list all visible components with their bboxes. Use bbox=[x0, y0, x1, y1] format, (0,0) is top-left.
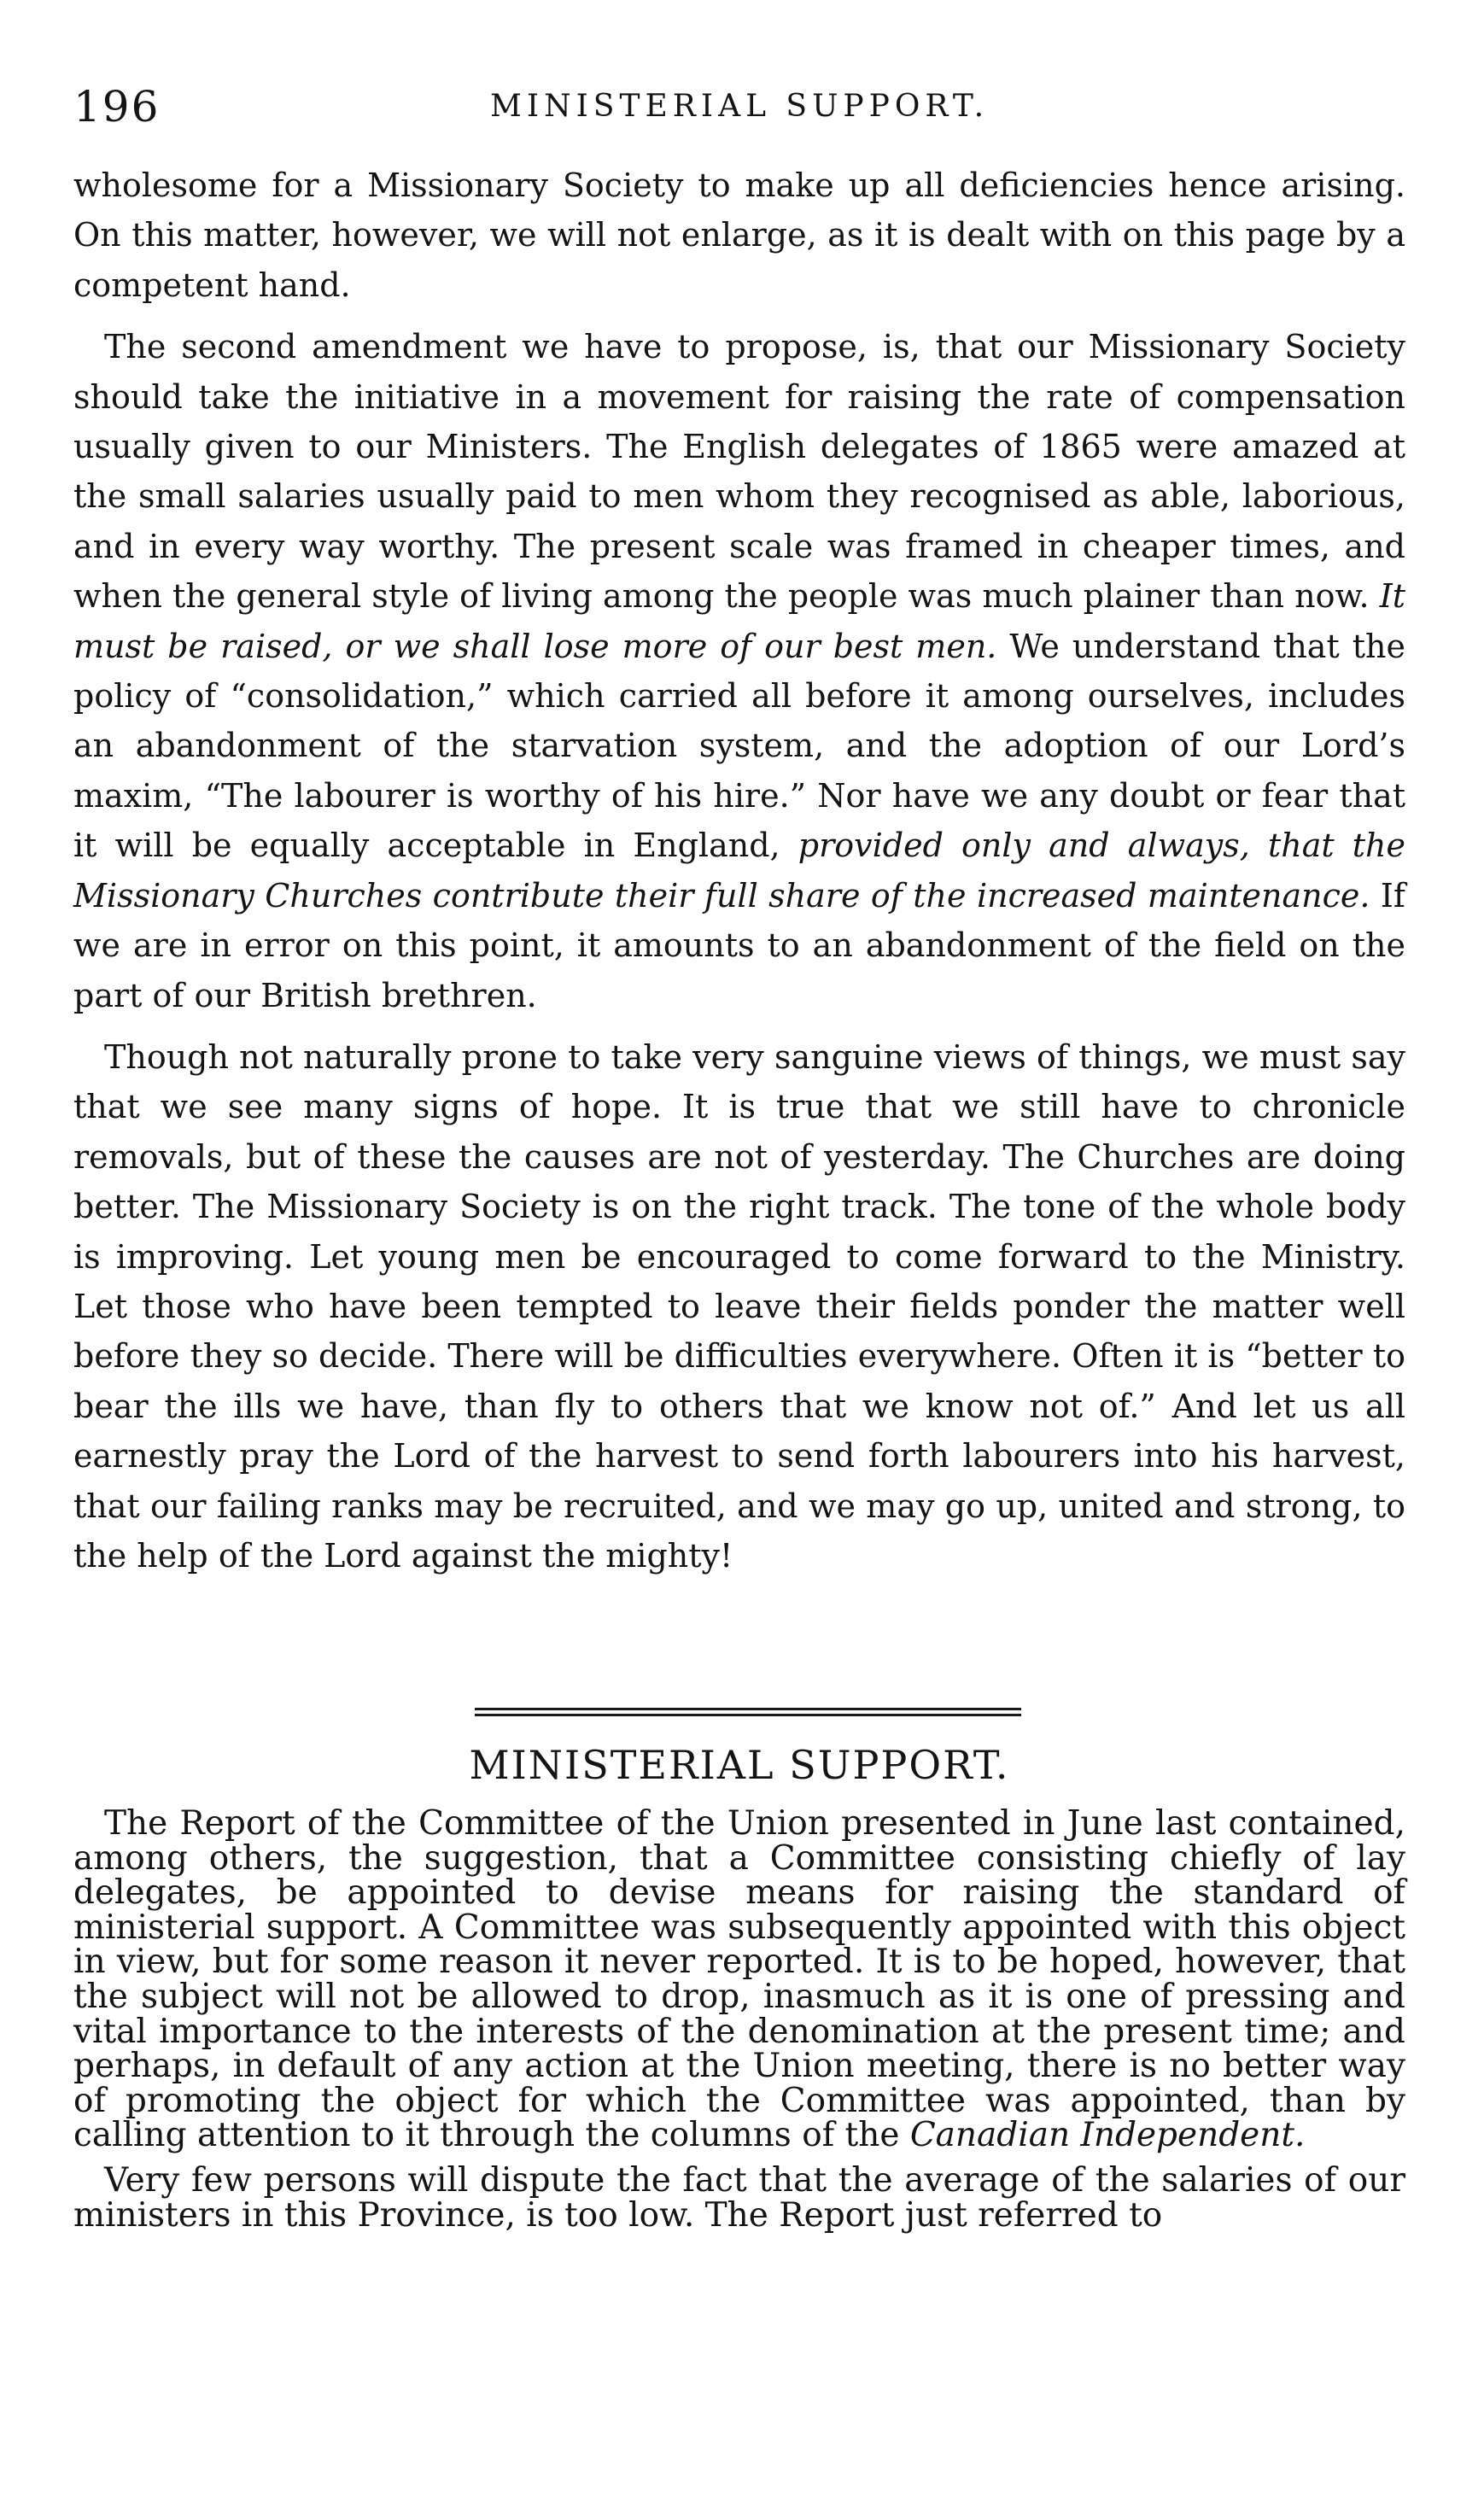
running-head bbox=[73, 82, 1405, 133]
paragraph-committee-report bbox=[73, 1804, 1405, 2155]
article-continuation bbox=[73, 161, 1405, 1592]
text-run: The Report of the Committee of the Union presented in June last contained, among others, the suggestion, that a Committee consisting chiefly of lay delegates, be appointed to devise means for raising the standard of ministerial support. A Committee was subsequently appointed with this object in view, but for some reason it never reported. It is to be hoped, however, that the subject will not be allowed to drop, inasmuch as it is one of pressing and vital importance to the interests of the denomination at the present time; and perhaps, in default of any action at the Union meeting, there is no better way of promoting the object for which the Committee was appointed, than by calling attention to it through the columns of the bbox=[73, 1804, 1405, 2155]
paragraph-second-amendment bbox=[73, 322, 1405, 1020]
paragraph-continued: wholesome for a Missionary Society to make up all deficiencies hence arising. On this matter, however, we will not enlarge, as it is dealt with on this page by a competent hand. bbox=[73, 167, 1405, 304]
article-ministerial-support bbox=[73, 1804, 1405, 2243]
running-title: MINISTERIAL SUPPORT. bbox=[489, 89, 990, 124]
paragraph-signs-of-hope: Though not naturally prone to take very sanguine views of things, we must say that we see many signs of hope. It is true that we still have to chronicle removals, but of these the causes are not of yesterday. The Churches are doing better. The Missionary Society is on the right track. The tone of the whole body is improving. Let young men be encouraged to come forward to the Ministry. Let those who have been tempted to leave their fields ponder the matter well before they so decide. There will be difficulties everywhere. Often it is “better to bear the ills we have, than fly to others that we know not of.” And let us all earnestly pray the Lord of the harvest to send forth labourers into his harvest, that our failing ranks may be recruited, and we may go up, united and strong, to the help of the Lord against the mighty! bbox=[73, 1037, 1405, 1575]
text-run: If we are in error on this point, it amounts to an abandonment of the field on the part of our British brethren. bbox=[73, 876, 1405, 1014]
italic-run: provided only and always, that the Missionary Churches contribute their full share of the increased maintenance. bbox=[73, 827, 1405, 915]
divider-line bbox=[475, 1708, 1021, 1710]
paragraph-salaries: Very few persons will dispute the fact that the average of the salaries of our ministers in this Province, is too low. The Report just referred to bbox=[73, 2160, 1405, 2235]
page-number: 196 bbox=[73, 82, 161, 131]
italic-run: It must be raised, or we shall lose more of our best men. bbox=[73, 577, 1405, 665]
text-run: We understand that the policy of “consolidation,” which carried all before it among ourselves, includes an abandonment of the starvation system, and the adoption of our Lord’s maxim, “The labourer is worthy of his hire.” Nor have we any doubt or fear that it will be equally acceptable in England, bbox=[73, 627, 1405, 865]
divider-line bbox=[475, 1714, 1021, 1716]
section-heading: MINISTERIAL SUPPORT. bbox=[469, 1742, 1010, 1788]
text-run: The second amendment we have to propose, is, that our Missionary Society should take the initiative in a movement for raising the rate of compensation usually given to our Ministers. The English delegates of 1865 were amazed at the small salaries usually paid to men whom they recognised as able, laborious, and in every way worthy. The present scale was framed in cheaper times, and when the general style of living among the people was much plainer than now. bbox=[73, 328, 1405, 616]
italic-run: Canadian Independent. bbox=[909, 2116, 1306, 2155]
section-divider bbox=[475, 1708, 1021, 1721]
